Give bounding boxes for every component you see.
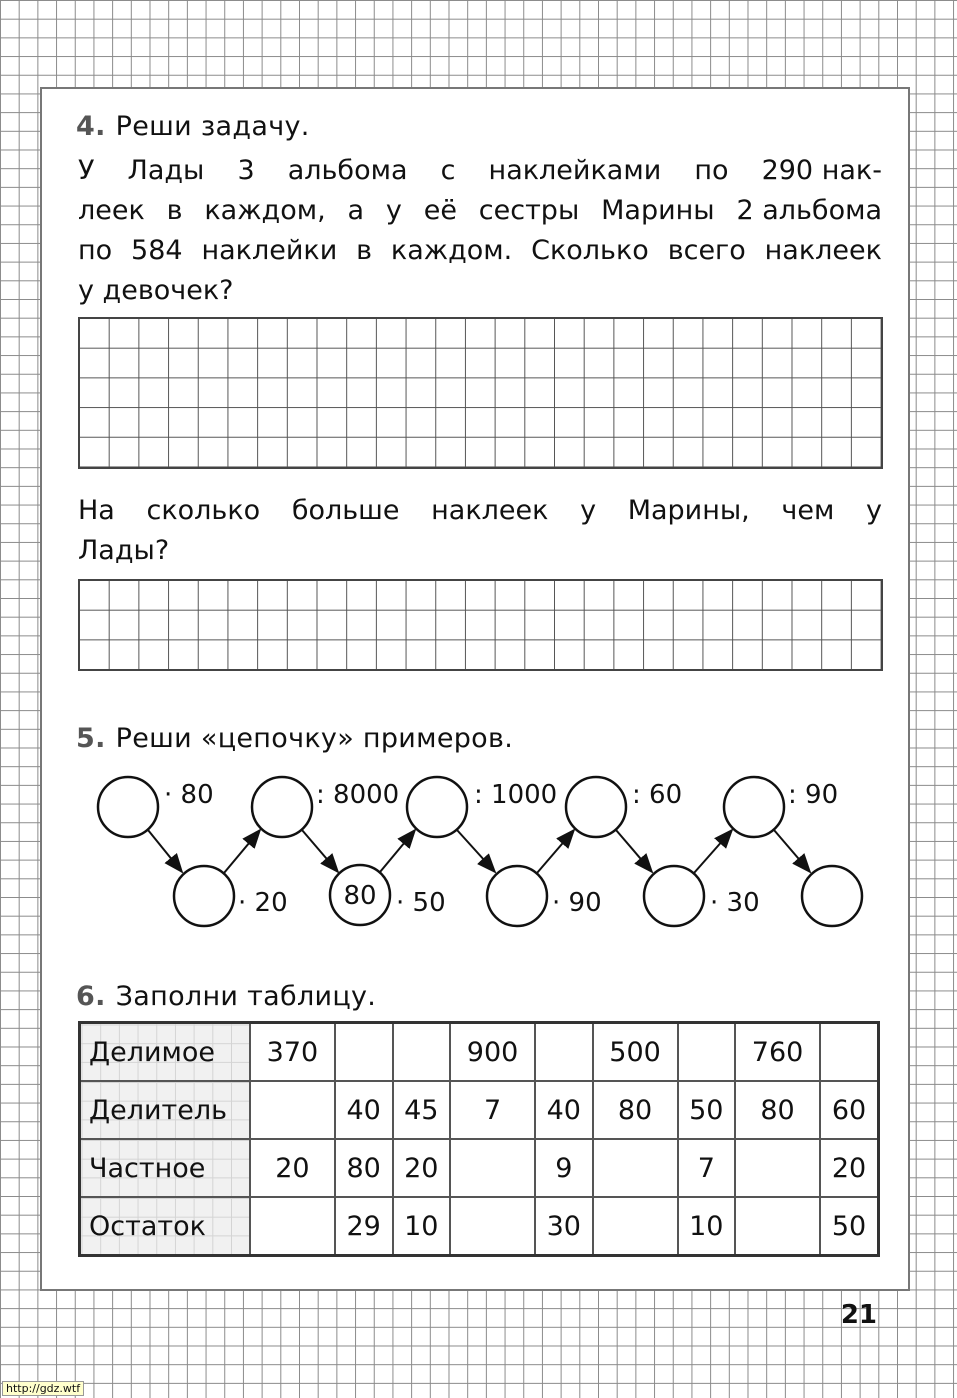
table-cell[interactable]: 10 [678, 1197, 736, 1256]
chain-arrow [774, 830, 810, 872]
chain-arrow [302, 830, 338, 872]
table-cell[interactable]: 40 [535, 1081, 593, 1139]
task-4-heading: Реши задачу. [115, 111, 310, 142]
table-cell[interactable] [678, 1023, 736, 1082]
table-cell[interactable]: 900 [450, 1023, 535, 1082]
word: наклеек [764, 235, 882, 266]
row-label: Остаток [80, 1197, 251, 1256]
chain-op-top-1: · 80 [164, 780, 214, 810]
table-cell[interactable]: 20 [250, 1139, 335, 1197]
table-cell[interactable]: 10 [393, 1197, 451, 1256]
word: всего [667, 235, 746, 266]
word: у [866, 495, 882, 526]
word: сколько [146, 495, 261, 526]
word: у [385, 195, 402, 226]
word: У [78, 155, 95, 186]
table-cell[interactable]: 60 [820, 1081, 879, 1139]
word: у [580, 495, 597, 526]
table-row-remainder [80, 1197, 879, 1256]
chain-circle-bottom-3[interactable] [487, 866, 547, 926]
workbook-page [40, 87, 910, 1291]
table-cell[interactable]: 29 [335, 1197, 393, 1256]
table-cell[interactable]: 20 [820, 1139, 879, 1197]
chain-circle-top-1[interactable] [98, 777, 158, 837]
task-4-number: 4. [76, 111, 106, 142]
task-5-number: 5. [76, 723, 106, 754]
table-row-quotient [80, 1139, 879, 1197]
word: наклейки [201, 235, 338, 266]
word: по [694, 155, 729, 186]
word: 2 альбома [736, 195, 882, 226]
table-cell[interactable]: 7 [450, 1081, 535, 1139]
chain-circle-top-5[interactable] [724, 777, 784, 837]
word: чем [781, 495, 835, 526]
table-cell[interactable] [535, 1023, 593, 1082]
chain-arrow [380, 830, 415, 872]
word: наклеек [431, 495, 549, 526]
word: Лады? [78, 535, 170, 566]
table-cell[interactable]: 500 [593, 1023, 678, 1082]
word: каждом, [204, 195, 326, 226]
chain-given-value: 80 [343, 881, 377, 911]
table-cell[interactable] [735, 1139, 820, 1197]
table-cell[interactable]: 50 [678, 1081, 736, 1139]
table-cell[interactable]: 45 [393, 1081, 451, 1139]
task-6-title [76, 981, 376, 1012]
table-cell[interactable] [250, 1081, 335, 1139]
word: больше [291, 495, 400, 526]
chain-op-top-5: : 90 [788, 780, 839, 810]
word: Марины, [627, 495, 750, 526]
chain-circle-top-2[interactable] [252, 777, 312, 837]
table-cell[interactable]: 30 [535, 1197, 593, 1256]
table-cell[interactable] [593, 1139, 678, 1197]
table-cell[interactable] [593, 1197, 678, 1256]
task-5-heading: Реши «цепочку» примеров. [115, 723, 514, 754]
table-row-dividend [80, 1023, 879, 1082]
table-cell[interactable]: 80 [335, 1139, 393, 1197]
chain-circle-top-3[interactable] [407, 777, 467, 837]
chain-circle-bottom-4[interactable] [644, 866, 704, 926]
page-number: 21 [840, 1300, 877, 1330]
word: 290 нак- [761, 155, 882, 186]
table-cell[interactable] [735, 1197, 820, 1256]
row-label: Делимое [80, 1023, 251, 1082]
word: у девочек? [78, 275, 234, 306]
table-cell[interactable]: 9 [535, 1139, 593, 1197]
word: Сколько [531, 235, 649, 266]
chain-arrow [457, 830, 495, 872]
chain-arrow [148, 830, 182, 872]
chain-arrow [537, 830, 574, 873]
chain-op-top-4: : 60 [632, 780, 683, 810]
word: каждом. [390, 235, 513, 266]
table-cell[interactable] [335, 1023, 393, 1082]
row-label: Частное [80, 1139, 251, 1197]
chain-circle-bottom-5[interactable] [802, 866, 862, 926]
table-cell[interactable] [250, 1197, 335, 1256]
word: с [440, 155, 456, 186]
table-cell[interactable] [393, 1023, 451, 1082]
table-cell[interactable]: 370 [250, 1023, 335, 1082]
word: На [78, 495, 115, 526]
task-6-heading: Заполни таблицу. [115, 981, 377, 1012]
table-cell[interactable] [820, 1023, 879, 1082]
division-table [78, 1021, 880, 1257]
table-cell[interactable]: 50 [820, 1197, 879, 1256]
chain-circle-top-4[interactable] [566, 777, 626, 837]
table-cell[interactable]: 20 [393, 1139, 451, 1197]
word: в [356, 235, 373, 266]
task-6-number: 6. [76, 981, 106, 1012]
table-cell[interactable]: 760 [735, 1023, 820, 1082]
table-cell[interactable]: 80 [735, 1081, 820, 1139]
word: леек [78, 195, 145, 226]
chain-op-bottom-1: · 20 [238, 888, 288, 918]
word: альбома [287, 155, 408, 186]
word: Лады [127, 155, 205, 186]
word: сестры [478, 195, 580, 226]
chain-op-bottom-4: · 30 [710, 888, 760, 918]
word: в [166, 195, 183, 226]
word: по [78, 235, 113, 266]
word: наклейками [488, 155, 662, 186]
chain-circle-bottom-1[interactable] [174, 866, 234, 926]
word: Марины [601, 195, 715, 226]
word: 584 [131, 235, 183, 266]
word: а [347, 195, 365, 226]
table-cell[interactable]: 7 [678, 1139, 736, 1197]
row-label: Делитель [80, 1081, 251, 1139]
chain-op-top-2: : 8000 [316, 780, 400, 810]
chain-arrow [694, 830, 732, 873]
chain-op-bottom-2: · 50 [396, 888, 446, 918]
chain-op-top-3: : 1000 [474, 780, 558, 810]
word: её [423, 195, 457, 226]
word: 3 [237, 155, 255, 186]
chain-arrow [224, 830, 260, 873]
table-cell[interactable]: 40 [335, 1081, 393, 1139]
table-row-divisor [80, 1081, 879, 1139]
chain-op-bottom-3: · 90 [552, 888, 602, 918]
table-cell[interactable] [450, 1197, 535, 1256]
table-cell[interactable]: 80 [593, 1081, 678, 1139]
watermark-link[interactable]: http://gdz.wtf [2, 1381, 84, 1396]
table-cell[interactable] [450, 1139, 535, 1197]
chain-arrow [616, 830, 652, 872]
